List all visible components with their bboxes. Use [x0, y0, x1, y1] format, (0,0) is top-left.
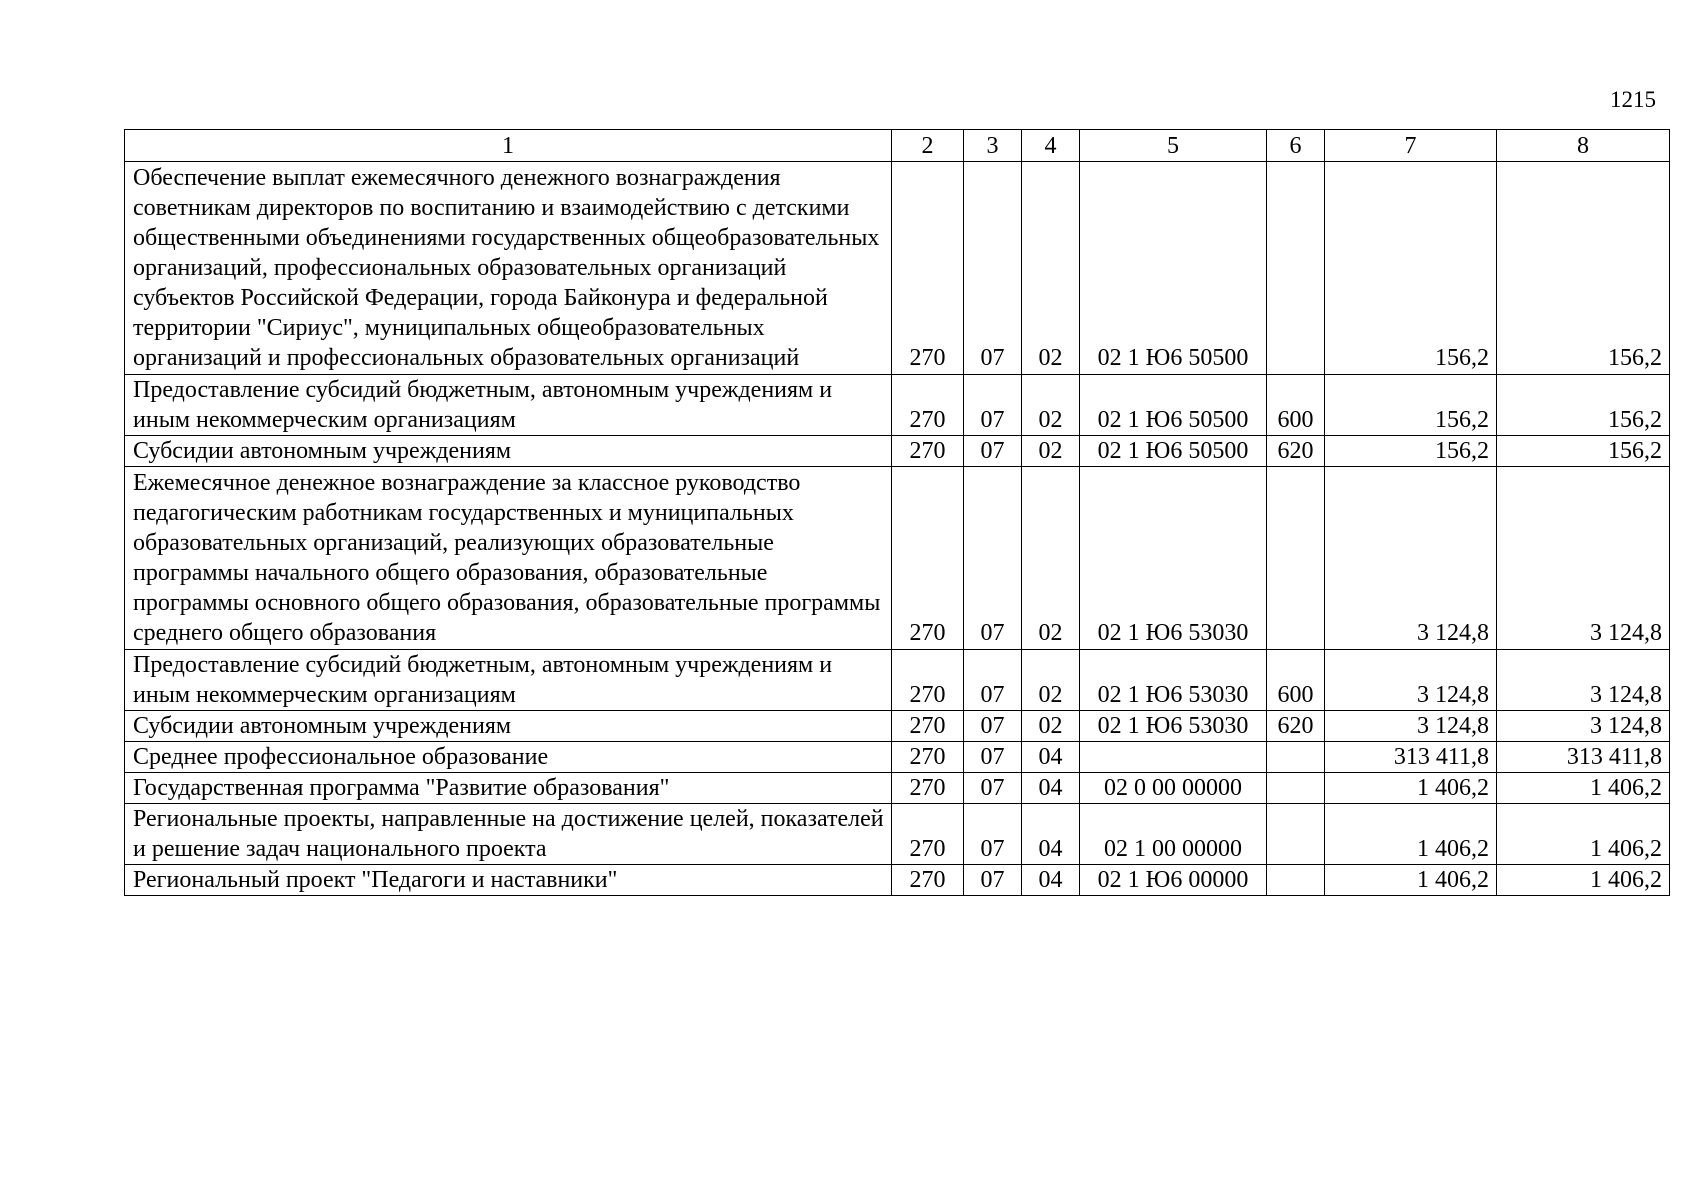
header-col-6: 6 — [1267, 130, 1325, 162]
row-name: Обеспечение выплат ежемесячного денежного вознаграждения советникам директоров по воспитанию и взаимодействию с детскими общественными объединениями государственных общеобразовательных организаций, профессиональных образовательных организаций субъектов Российской Федерации, города Байконура и федеральной территории "Сириус", муниципальных общеобразовательных организаций и профессиональных образовательных организаций — [125, 162, 892, 375]
row-subsection: 02 — [1022, 467, 1080, 650]
header-col-4: 4 — [1022, 130, 1080, 162]
header-col-1: 1 — [125, 130, 892, 162]
row-target-article: 02 1 Ю6 53030 — [1080, 467, 1267, 650]
row-amount-1: 3 124,8 — [1325, 711, 1497, 742]
header-col-5: 5 — [1080, 130, 1267, 162]
row-amount-2: 156,2 — [1497, 436, 1670, 467]
row-section: 07 — [964, 865, 1022, 896]
header-col-3: 3 — [964, 130, 1022, 162]
row-amount-2: 1 406,2 — [1497, 804, 1670, 865]
table-row — [125, 436, 1670, 467]
row-name: Ежемесячное денежное вознаграждение за классное руководство педагогическим работникам государственных и муниципальных образовательных организаций, реализующих образовательные программы начального общего образования, образовательные программы основного общего образования, образовательные программы среднего общего образования — [125, 467, 892, 650]
row-target-article: 02 1 Ю6 53030 — [1080, 650, 1267, 711]
row-name: Государственная программа "Развитие образования" — [125, 773, 892, 804]
row-subsection: 04 — [1022, 773, 1080, 804]
row-expense-type: 600 — [1267, 375, 1325, 436]
row-subsection: 02 — [1022, 650, 1080, 711]
row-section: 07 — [964, 773, 1022, 804]
row-amount-2: 3 124,8 — [1497, 467, 1670, 650]
row-amount-2: 3 124,8 — [1497, 711, 1670, 742]
header-col-8: 8 — [1497, 130, 1670, 162]
table-row — [125, 162, 1670, 375]
row-admin-code: 270 — [892, 804, 964, 865]
row-target-article: 02 1 00 00000 — [1080, 804, 1267, 865]
row-subsection: 02 — [1022, 436, 1080, 467]
row-name: Предоставление субсидий бюджетным, автономным учреждениям и иным некоммерческим организациям — [125, 650, 892, 711]
row-amount-2: 313 411,8 — [1497, 742, 1670, 773]
row-target-article: 02 1 Ю6 50500 — [1080, 162, 1267, 375]
row-amount-2: 1 406,2 — [1497, 865, 1670, 896]
table-row — [125, 804, 1670, 865]
header-col-7: 7 — [1325, 130, 1497, 162]
row-subsection: 04 — [1022, 742, 1080, 773]
row-amount-1: 1 406,2 — [1325, 804, 1497, 865]
row-amount-1: 313 411,8 — [1325, 742, 1497, 773]
row-expense-type — [1267, 773, 1325, 804]
row-admin-code: 270 — [892, 865, 964, 896]
row-target-article: 02 0 00 00000 — [1080, 773, 1267, 804]
row-target-article — [1080, 742, 1267, 773]
table-row — [125, 375, 1670, 436]
row-amount-2: 156,2 — [1497, 162, 1670, 375]
row-name: Субсидии автономным учреждениям — [125, 711, 892, 742]
row-admin-code: 270 — [892, 162, 964, 375]
row-expense-type — [1267, 162, 1325, 375]
row-admin-code: 270 — [892, 711, 964, 742]
row-amount-1: 156,2 — [1325, 436, 1497, 467]
row-subsection: 04 — [1022, 865, 1080, 896]
row-section: 07 — [964, 804, 1022, 865]
row-section: 07 — [964, 436, 1022, 467]
row-name: Региональные проекты, направленные на достижение целей, показателей и решение задач национального проекта — [125, 804, 892, 865]
row-section: 07 — [964, 711, 1022, 742]
row-admin-code: 270 — [892, 375, 964, 436]
row-amount-1: 1 406,2 — [1325, 865, 1497, 896]
table-row — [125, 467, 1670, 650]
row-amount-1: 156,2 — [1325, 375, 1497, 436]
row-name: Предоставление субсидий бюджетным, автономным учреждениям и иным некоммерческим организациям — [125, 375, 892, 436]
row-subsection: 04 — [1022, 804, 1080, 865]
row-amount-1: 1 406,2 — [1325, 773, 1497, 804]
page-number: 1215 — [1610, 87, 1656, 112]
row-section: 07 — [964, 742, 1022, 773]
row-name: Субсидии автономным учреждениям — [125, 436, 892, 467]
row-subsection: 02 — [1022, 711, 1080, 742]
row-admin-code: 270 — [892, 650, 964, 711]
row-section: 07 — [964, 375, 1022, 436]
row-target-article: 02 1 Ю6 00000 — [1080, 865, 1267, 896]
row-amount-1: 3 124,8 — [1325, 467, 1497, 650]
row-admin-code: 270 — [892, 436, 964, 467]
table-row — [125, 865, 1670, 896]
row-subsection: 02 — [1022, 375, 1080, 436]
row-amount-1: 156,2 — [1325, 162, 1497, 375]
row-expense-type — [1267, 467, 1325, 650]
row-admin-code: 270 — [892, 742, 964, 773]
row-expense-type — [1267, 804, 1325, 865]
row-target-article: 02 1 Ю6 50500 — [1080, 436, 1267, 467]
table-row — [125, 650, 1670, 711]
row-target-article: 02 1 Ю6 53030 — [1080, 711, 1267, 742]
row-amount-2: 156,2 — [1497, 375, 1670, 436]
row-amount-1: 3 124,8 — [1325, 650, 1497, 711]
row-amount-2: 1 406,2 — [1497, 773, 1670, 804]
row-name: Региональный проект "Педагоги и наставники" — [125, 865, 892, 896]
row-expense-type — [1267, 865, 1325, 896]
row-admin-code: 270 — [892, 467, 964, 650]
row-expense-type: 600 — [1267, 650, 1325, 711]
row-admin-code: 270 — [892, 773, 964, 804]
row-section: 07 — [964, 650, 1022, 711]
budget-table — [124, 129, 1670, 896]
row-subsection: 02 — [1022, 162, 1080, 375]
table-header-row — [125, 130, 1670, 162]
row-section: 07 — [964, 162, 1022, 375]
table-row — [125, 742, 1670, 773]
row-section: 07 — [964, 467, 1022, 650]
header-col-2: 2 — [892, 130, 964, 162]
row-name: Среднее профессиональное образование — [125, 742, 892, 773]
row-expense-type: 620 — [1267, 711, 1325, 742]
table-row — [125, 773, 1670, 804]
row-expense-type: 620 — [1267, 436, 1325, 467]
table-row — [125, 711, 1670, 742]
row-target-article: 02 1 Ю6 50500 — [1080, 375, 1267, 436]
row-amount-2: 3 124,8 — [1497, 650, 1670, 711]
row-expense-type — [1267, 742, 1325, 773]
